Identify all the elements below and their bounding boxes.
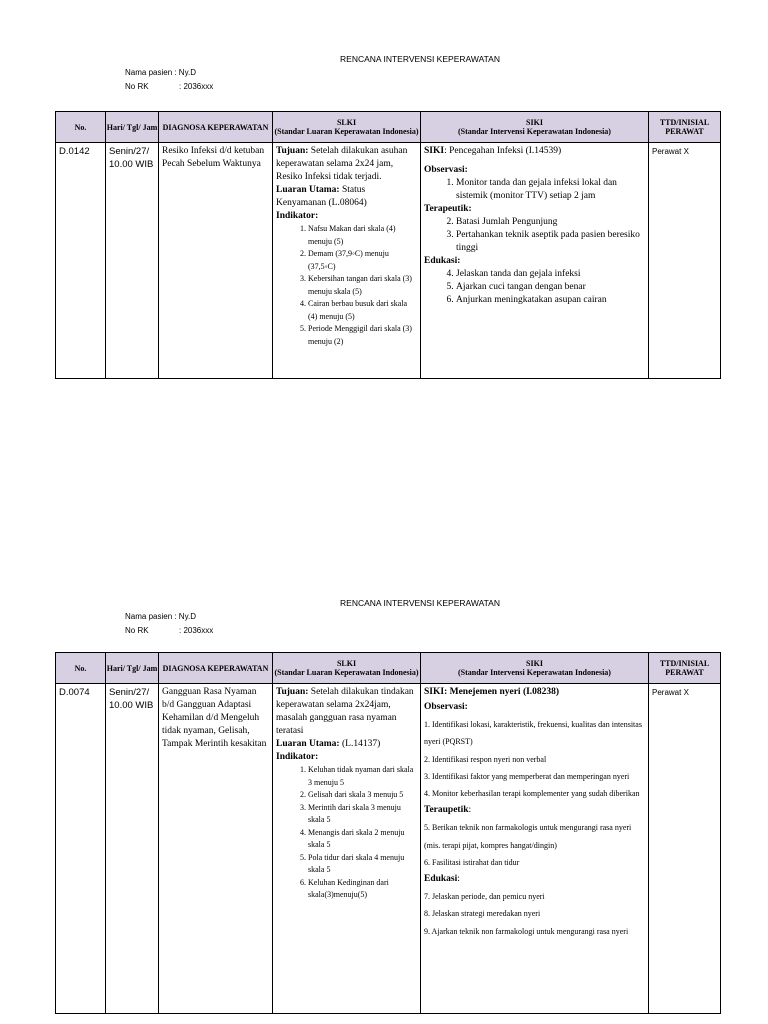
cell-slki: [273, 684, 421, 1014]
table-header-row: [56, 653, 721, 684]
indikator-list: [276, 764, 417, 902]
list-item: 4. Monitor keberhasilan terapi komplementer yang sudah diberikan: [424, 789, 640, 799]
header-no: No.: [56, 653, 106, 684]
list-item: 5. Periode Menggigil dari skala (3) menuju (2): [308, 323, 417, 348]
list-item: 1. Identifikasi lokasi, karakteristik, frekuensi, kualitas dan intensitas nyeri (PQRST): [424, 720, 642, 747]
table-header-row: [56, 112, 721, 143]
doc-title: RENCANA INTERVENSI KEPERAWATAN: [340, 598, 500, 608]
table-row: [56, 684, 721, 1014]
header-no: No.: [56, 112, 106, 143]
header-siki: SIKI (Standar Intervensi Keperawatan Indonesia): [421, 112, 649, 143]
edukasi-label: Edukasi:: [424, 256, 461, 266]
rk-number: No RK : 2036xxx: [125, 626, 214, 635]
list-item: 6. Fasilitasi istirahat dan tidur: [424, 857, 520, 867]
list-item: 1. Monitor tanda dan gejala infeksi lokal dan sistemik (monitor TTV) setiap 2 jam: [456, 177, 645, 203]
list-item: 2. Identifikasi respon nyeri non verbal: [424, 754, 547, 764]
cell-slki: [273, 143, 421, 379]
header-siki: SIKI (Standar Intervensi Keperawatan Indonesia): [421, 653, 649, 684]
list-item: 2. Demam (37,9◦C) menuju (37,5◦C): [308, 248, 417, 273]
cell-ttd: Perawat X: [649, 684, 721, 1014]
observasi-label: Observasi:: [424, 165, 468, 175]
list-item: 1. Keluhan tidak nyaman dari skala 3 menuju 5: [308, 764, 417, 789]
care-table: [55, 652, 721, 1014]
header-slki: SLKI (Standar Luaran Keperawatan Indonesia): [273, 653, 421, 684]
list-item: 3. Identifikasi faktor yang memperberat dan memperingan nyeri: [424, 771, 630, 781]
cell-date: Senin/27/ 10.00 WIB: [106, 143, 159, 379]
header-diagnosa: DIAGNOSA KEPERAWATAN: [159, 112, 273, 143]
observasi-list: [424, 177, 645, 203]
list-item: 6. Keluhan Kedinginan dari skala(3)menuju(5): [308, 877, 417, 902]
list-item: 3. Merintih dari skala 3 menuju skala 5: [308, 802, 417, 827]
terapeutik-list: [424, 216, 645, 255]
tujuan: Tujuan: Setelah dilakukan tindakan keperawatan selama 2x24jam, masalah gangguan rasa nyaman teratasi: [276, 687, 414, 736]
cell-diagnosa: Resiko Infeksi d/d ketuban Pecah Sebelum Waktunya: [159, 143, 273, 379]
list-item: 5. Pola tidur dari skala 4 menuju skala 5: [308, 852, 417, 877]
tujuan: Tujuan: Setelah dilakukan asuhan keperawatan selama 2x24 jam, Resiko Infeksi tidak terjadi.: [276, 146, 408, 182]
list-item: 4. Menangis dari skala 2 menuju skala 5: [308, 827, 417, 852]
list-item: 9. Ajarkan teknik non farmakologi untuk mengurangi rasa nyeri: [424, 926, 629, 936]
list-item: 4. Jelaskan tanda dan gejala infeksi: [456, 268, 645, 281]
patient-name: Nama pasien : Ny.D: [125, 68, 196, 77]
care-table: [55, 111, 721, 379]
indikator-label: Indikator:: [276, 211, 319, 221]
rk-number: No RK : 2036xxx: [125, 82, 214, 91]
list-item: 6. Anjurkan meningkatakan asupan cairan: [456, 294, 645, 307]
header-date: Hari/ Tgl/ Jam: [106, 653, 159, 684]
list-item: 2. Gelisah dari skala 3 menuju 5: [308, 789, 417, 802]
cell-no: D.0142: [56, 143, 106, 379]
cell-siki: [421, 143, 649, 379]
list-item: 3. Pertahankan teknik aseptik pada pasien beresiko tinggi: [456, 229, 645, 255]
list-item: 2. Batasi Jumlah Pengunjung: [456, 216, 645, 229]
observasi-label: Observasi:: [424, 702, 468, 712]
cell-diagnosa: Gangguan Rasa Nyaman b/d Gangguan Adaptasi Kehamilan d/d Mengeluh tidak nyaman, Gelisah, Tampak Merintih kesakitan: [159, 684, 273, 1014]
header-diagnosa: DIAGNOSA KEPERAWATAN: [159, 653, 273, 684]
siki-title: SIKI: Pencegahan Infeksi (I.14539): [424, 146, 562, 156]
list-item: 8. Jelaskan strategi meredakan nyeri: [424, 909, 541, 919]
indikator-label: Indikator:: [276, 752, 319, 762]
list-item: 5. Ajarkan cuci tangan dengan benar: [456, 281, 645, 294]
terapeutik-label: Teraupetik:: [424, 805, 472, 816]
list-item: 7. Jelaskan periode, dan pemicu nyeri: [424, 892, 545, 902]
edukasi-label: Edukasi:: [424, 874, 460, 885]
cell-ttd: Perawat X: [649, 143, 721, 379]
indikator-list: [276, 223, 417, 348]
list-item: 4. Cairan berbau busuk dari skala (4) menuju (5): [308, 298, 417, 323]
cell-no: D.0074: [56, 684, 106, 1014]
cell-date: Senin/27/ 10.00 WIB: [106, 684, 159, 1014]
siki-title: SIKI: Menejemen nyeri (I.08238): [424, 687, 560, 697]
edukasi-list: [424, 268, 645, 307]
list-item: 5. Berikan teknik non farmakologis untuk mengurangi rasa nyeri (mis. terapi pijat, kompres hangat/dingin): [424, 823, 632, 850]
table-row: [56, 143, 721, 379]
cell-siki: [421, 684, 649, 1014]
list-item: 3. Kebersihan tangan dari skala (3) menuju skala (5): [308, 273, 417, 298]
luaran-utama: Luaran Utama: Status Kenyamanan (L.08064): [276, 185, 367, 208]
header-slki: SLKI (Standar Luaran Keperawatan Indonesia): [273, 112, 421, 143]
list-item: 1. Nafsu Makan dari skala (4) menuju (5): [308, 223, 417, 248]
doc-title: RENCANA INTERVENSI KEPERAWATAN: [340, 54, 500, 64]
terapeutik-label: Terapeutik:: [424, 204, 472, 214]
patient-name: Nama pasien : Ny.D: [125, 612, 196, 621]
luaran-utama: Luaran Utama: (L.14137): [276, 739, 381, 749]
header-ttd: TTD/INISIAL PERAWAT: [649, 653, 721, 684]
header-ttd: TTD/INISIAL PERAWAT: [649, 112, 721, 143]
header-date: Hari/ Tgl/ Jam: [106, 112, 159, 143]
